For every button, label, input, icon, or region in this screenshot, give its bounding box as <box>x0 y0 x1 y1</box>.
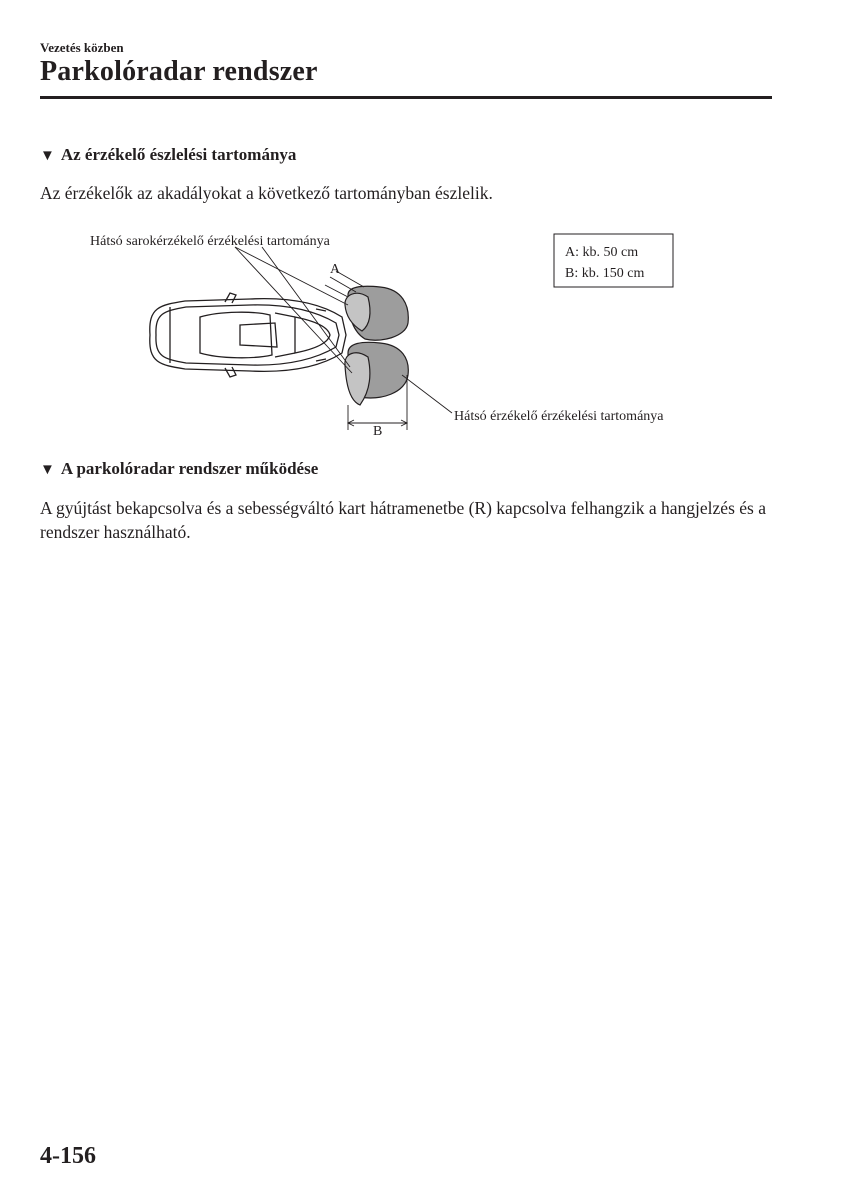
corner-sensor-range-label: Hátsó sarokérzékelő érzékelési tartománya <box>90 234 330 249</box>
triangle-marker-icon: ▼ <box>40 148 55 164</box>
paragraph-detection-range: Az érzékelők az akadályokat a következő tartományban észlelik. <box>40 183 493 203</box>
dimension-a-label: A <box>330 262 341 277</box>
sensor-detection-zones <box>345 286 408 405</box>
triangle-marker-icon: ▼ <box>40 462 55 478</box>
heading-system-operation-text: A parkolóradar rendszer működése <box>60 459 319 478</box>
legend-a: A: kb. 50 cm <box>565 245 639 260</box>
rear-sensor-range-label: Hátsó érzékelő érzékelési tartománya <box>454 409 664 424</box>
heading-detection-range-text: Az érzékelő észlelési tartománya <box>60 145 297 164</box>
heading-detection-range <box>40 145 296 165</box>
title-divider <box>40 96 772 99</box>
page-number: 4-156 <box>40 1143 96 1169</box>
page-title: Parkolóradar rendszer <box>40 56 318 87</box>
section-label: Vezetés közben <box>40 40 124 55</box>
paragraph-system-operation: A gyújtást bekapcsolva és a sebességváltó kart hátramenetbe (R) kapcsolva felhangzik a hangjelzés és a rendszer használható. <box>40 498 766 542</box>
leader-lines <box>235 247 452 413</box>
legend-b: B: kb. 150 cm <box>565 266 645 281</box>
heading-system-operation <box>40 459 318 479</box>
sensor-range-diagram <box>80 225 720 440</box>
dimension-b-label: B <box>373 424 383 439</box>
